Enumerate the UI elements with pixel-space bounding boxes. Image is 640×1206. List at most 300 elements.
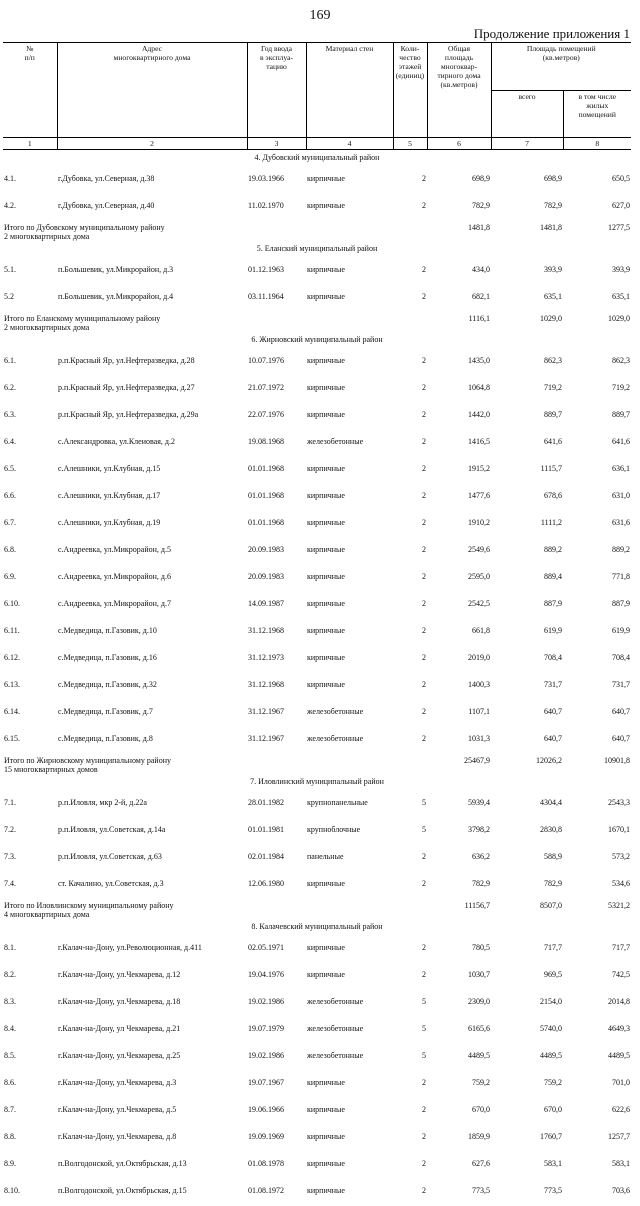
year-commissioned: 28.01.1982	[248, 797, 284, 807]
address: г.Калач-на-Дону, ул.Чекмарева, д.8	[58, 1131, 177, 1141]
wall-material: крупнопанельные	[307, 797, 368, 807]
table-row	[3, 1017, 631, 1044]
row-number: 8.2.	[4, 969, 16, 979]
header-premises-all: всего	[491, 90, 563, 137]
floor-count: 2	[422, 463, 426, 473]
district-total-row	[3, 899, 631, 919]
wall-material: железобетонные	[307, 733, 364, 743]
address: р.п.Иловля, мкр 2-й, д.22а	[58, 797, 147, 807]
total-label: Итого по Жирновскому муниципальному району 15 многоквартирных домов	[4, 755, 171, 774]
premises-area-all: 708,4	[544, 652, 562, 662]
table-row	[3, 936, 631, 963]
row-number: 6.14.	[4, 706, 20, 716]
floor-count: 2	[422, 544, 426, 554]
wall-material: кирпичные	[307, 490, 345, 500]
total-area: 6165,6	[468, 1023, 490, 1033]
total-label: Итого по Еланскому муниципальному району 2 многоквартирных дома	[4, 313, 161, 332]
premises-area-all: 588,9	[544, 851, 562, 861]
premises-area-residential: 650,5	[612, 173, 631, 183]
column-number: 6	[427, 137, 491, 149]
floor-count: 2	[422, 264, 426, 274]
premises-area-residential: 4649,3	[608, 1023, 631, 1033]
premises-area-residential: 10901,8	[604, 755, 631, 765]
premises-area-residential: 742,5	[612, 969, 631, 979]
address: с.Медведица, п.Газовик, д.8	[58, 733, 153, 743]
premises-area-all: 698,9	[544, 173, 562, 183]
year-commissioned: 01.08.1972	[248, 1185, 284, 1195]
row-number: 8.9.	[4, 1158, 16, 1168]
year-commissioned: 31.12.1968	[248, 625, 284, 635]
address: п.Волгодонской, ул.Октябрьская, д.15	[58, 1185, 187, 1195]
total-area: 1031,3	[468, 733, 490, 743]
row-number: 4.2.	[4, 200, 16, 210]
total-area: 782,9	[472, 200, 490, 210]
address: г.Дубовка, ул.Северная, д.38	[58, 173, 155, 183]
district-heading: 8. Калачевский муниципальный район	[251, 921, 383, 931]
address: п.Большевик, ул.Микрорайон, д.3	[58, 264, 174, 274]
table-row	[3, 619, 631, 646]
total-area: 670,0	[472, 1104, 490, 1114]
total-area: 2542,5	[468, 598, 490, 608]
premises-area-all: 1029,0	[540, 313, 562, 323]
total-area: 1481,8	[468, 222, 490, 232]
premises-area-all: 731,7	[544, 679, 562, 689]
premises-area-all: 889,7	[544, 409, 562, 419]
address: г.Калач-на-Дону, ул.Чекмарева, д.25	[58, 1050, 181, 1060]
wall-material: кирпичные	[307, 1131, 345, 1141]
year-commissioned: 31.12.1967	[248, 733, 284, 743]
table-row	[3, 484, 631, 511]
district-total-row	[3, 754, 631, 774]
wall-material: железобетонные	[307, 436, 364, 446]
address: п.Волгодонской, ул.Октябрьская, д.13	[58, 1158, 187, 1168]
wall-material: железобетонные	[307, 1050, 364, 1060]
premises-area-all: 889,2	[544, 544, 562, 554]
table-row	[3, 285, 631, 312]
address: с.Андреевка, ул.Микрорайон, д.7	[58, 598, 171, 608]
wall-material: кирпичные	[307, 878, 345, 888]
premises-area-residential: 573,2	[612, 851, 631, 861]
premises-area-all: 887,9	[544, 598, 562, 608]
premises-area-all: 4304,4	[540, 797, 562, 807]
floor-count: 2	[422, 490, 426, 500]
column-number: 4	[306, 137, 393, 149]
appendix-continuation-note: Продолжение приложения 1	[473, 26, 630, 41]
year-commissioned: 11.02.1970	[248, 200, 284, 210]
wall-material: панельные	[307, 851, 344, 861]
address: г.Калач-на-Дону, ул.Чекмарева, д.3	[58, 1077, 177, 1087]
premises-area-residential: 640,7	[612, 733, 631, 743]
address: г.Калач-на-Дону, ул.Революционная, д.411	[58, 942, 202, 952]
total-area: 1030,7	[468, 969, 490, 979]
floor-count: 2	[422, 969, 426, 979]
total-area: 627,6	[472, 1158, 490, 1168]
year-commissioned: 19.07.1967	[248, 1077, 284, 1087]
premises-area-all: 583,1	[544, 1158, 562, 1168]
row-number: 6.5.	[4, 463, 16, 473]
premises-area-residential: 2014,8	[608, 996, 631, 1006]
premises-area-all: 1481,8	[540, 222, 562, 232]
address: р.п.Иловля, ул.Советская, д.14а	[58, 824, 166, 834]
table-row	[3, 194, 631, 221]
premises-area-all: 619,9	[544, 625, 562, 635]
row-number: 6.10.	[4, 598, 20, 608]
address: с.Алешники, ул.Клубная, д.19	[58, 517, 161, 527]
premises-area-residential: 5321,2	[608, 900, 631, 910]
premises-area-all: 5740,0	[540, 1023, 562, 1033]
table-row	[3, 727, 631, 754]
wall-material: кирпичные	[307, 544, 345, 554]
wall-material: железобетонные	[307, 1023, 364, 1033]
row-number: 6.12.	[4, 652, 20, 662]
row-number: 8.3.	[4, 996, 16, 1006]
total-area: 5939,4	[468, 797, 490, 807]
address: р.п.Красный Яр, ул.Нефтеразведка, д.27	[58, 382, 195, 392]
premises-area-residential: 701,0	[612, 1077, 631, 1087]
premises-area-all: 782,9	[544, 200, 562, 210]
premises-area-residential: 2543,3	[608, 797, 631, 807]
total-area: 4489,5	[468, 1050, 490, 1060]
row-number: 8.5.	[4, 1050, 16, 1060]
total-area: 682,1	[472, 291, 490, 301]
year-commissioned: 14.09.1987	[248, 598, 284, 608]
floor-count: 2	[422, 1077, 426, 1087]
premises-area-residential: 1277,5	[608, 222, 631, 232]
table-row	[3, 258, 631, 285]
floor-count: 2	[422, 851, 426, 861]
premises-area-residential: 717,7	[612, 942, 631, 952]
table-row	[3, 167, 631, 194]
premises-area-residential: 708,4	[612, 652, 631, 662]
address: п.Большевик, ул.Микрорайон, д.4	[58, 291, 174, 301]
wall-material: кирпичные	[307, 969, 345, 979]
row-number: 7.2.	[4, 824, 16, 834]
row-number: 6.1.	[4, 355, 16, 365]
premises-area-residential: 887,9	[612, 598, 631, 608]
table-row	[3, 646, 631, 673]
premises-area-residential: 703,6	[612, 1185, 631, 1195]
table-row	[3, 430, 631, 457]
address: с.Алешники, ул.Клубная, д.15	[58, 463, 161, 473]
district-heading: 4. Дубовский муниципальный район	[254, 152, 380, 162]
row-number: 6.3.	[4, 409, 16, 419]
floor-count: 2	[422, 942, 426, 952]
total-area: 3798,2	[468, 824, 490, 834]
row-number: 8.7.	[4, 1104, 16, 1114]
premises-area-all: 1111,2	[540, 517, 562, 527]
floor-count: 2	[422, 625, 426, 635]
total-area: 1435,0	[468, 355, 490, 365]
column-number: 7	[491, 137, 563, 149]
total-area: 1416,5	[468, 436, 490, 446]
year-commissioned: 20.09.1983	[248, 571, 284, 581]
floor-count: 2	[422, 409, 426, 419]
district-heading: 6. Жирновский муниципальный район	[251, 334, 383, 344]
year-commissioned: 20.09.1983	[248, 544, 284, 554]
premises-area-residential: 631,6	[612, 517, 631, 527]
premises-area-all: 678,6	[544, 490, 562, 500]
total-area: 1915,2	[468, 463, 490, 473]
row-number: 6.15.	[4, 733, 20, 743]
premises-area-residential: 1029,0	[608, 313, 631, 323]
row-number: 6.13.	[4, 679, 20, 689]
total-area: 1116,1	[468, 313, 490, 323]
premises-area-all: 635,1	[544, 291, 562, 301]
total-area: 1064,8	[468, 382, 490, 392]
district-total-row	[3, 221, 631, 241]
table-row	[3, 845, 631, 872]
premises-area-all: 782,9	[544, 878, 562, 888]
total-area: 1107,1	[468, 706, 490, 716]
column-number: 1	[3, 137, 57, 149]
row-number: 7.4.	[4, 878, 16, 888]
address: г.Калач-на-Дону, ул.Чекмарева, д.12	[58, 969, 181, 979]
floor-count: 2	[422, 355, 426, 365]
row-number: 8.1.	[4, 942, 16, 952]
total-area: 1477,6	[468, 490, 490, 500]
row-number: 7.1.	[4, 797, 16, 807]
year-commissioned: 01.01.1968	[248, 463, 284, 473]
total-area: 2309,0	[468, 996, 490, 1006]
wall-material: железобетонные	[307, 996, 364, 1006]
year-commissioned: 02.01.1984	[248, 851, 284, 861]
wall-material: кирпичные	[307, 942, 345, 952]
premises-area-residential: 583,1	[612, 1158, 631, 1168]
premises-area-residential: 627,0	[612, 200, 631, 210]
floor-count: 5	[422, 797, 426, 807]
table-row	[3, 1044, 631, 1071]
table-row	[3, 673, 631, 700]
wall-material: кирпичные	[307, 625, 345, 635]
premises-area-residential: 622,6	[612, 1104, 631, 1114]
wall-material: кирпичные	[307, 291, 345, 301]
premises-area-residential: 862,3	[612, 355, 631, 365]
row-number: 8.4.	[4, 1023, 16, 1033]
premises-area-residential: 641,6	[612, 436, 631, 446]
year-commissioned: 03.11.1964	[248, 291, 284, 301]
floor-count: 2	[422, 1185, 426, 1195]
column-number: 8	[563, 137, 631, 149]
total-area: 759,2	[472, 1077, 490, 1087]
header-premises-area: Площадь помещений (кв.метров)	[491, 43, 631, 91]
year-commissioned: 31.12.1967	[248, 706, 284, 716]
premises-area-residential: 719,2	[612, 382, 631, 392]
floor-count: 2	[422, 173, 426, 183]
wall-material: кирпичные	[307, 1158, 345, 1168]
wall-material: кирпичные	[307, 200, 345, 210]
table-row	[3, 403, 631, 430]
premises-area-all: 759,2	[544, 1077, 562, 1087]
table-row	[3, 1152, 631, 1179]
premises-area-residential: 1257,7	[608, 1131, 631, 1141]
address: с.Алешники, ул.Клубная, д.17	[58, 490, 161, 500]
table-row	[3, 872, 631, 899]
address: р.п.Красный Яр, ул.Нефтеразведка, д.29а	[58, 409, 199, 419]
premises-area-all: 640,7	[544, 733, 562, 743]
address: ст. Качалино, ул.Советская, д.3	[58, 878, 164, 888]
floor-count: 2	[422, 1158, 426, 1168]
address: с.Александровка, ул.Клеиовая, д.2	[58, 436, 175, 446]
row-number: 8.10.	[4, 1185, 20, 1195]
premises-area-all: 1760,7	[540, 1131, 562, 1141]
floor-count: 5	[422, 824, 426, 834]
table-row	[3, 1098, 631, 1125]
premises-area-residential: 4489,5	[608, 1050, 631, 1060]
premises-area-residential: 640,7	[612, 706, 631, 716]
total-area: 698,9	[472, 173, 490, 183]
row-number: 8.6.	[4, 1077, 16, 1087]
row-number: 6.6.	[4, 490, 16, 500]
address: с.Медведица, п.Газовик, д.7	[58, 706, 153, 716]
district-heading: 5. Еланский муниципальный район	[256, 243, 378, 253]
row-number: 6.7.	[4, 517, 16, 527]
premises-area-residential: 771,8	[612, 571, 631, 581]
address: с.Медведица, п.Газовик, д.10	[58, 625, 157, 635]
row-number: 6.9.	[4, 571, 16, 581]
premises-area-all: 12026,2	[536, 755, 562, 765]
address: г.Калач-на-Дону, ул.Чекмарева, д.5	[58, 1104, 177, 1114]
premises-area-residential: 889,2	[612, 544, 631, 554]
table-row	[3, 457, 631, 484]
premises-area-all: 717,7	[544, 942, 562, 952]
table-row	[3, 349, 631, 376]
floor-count: 2	[422, 1131, 426, 1141]
wall-material: железобетонные	[307, 706, 364, 716]
table-row	[3, 1179, 631, 1206]
year-commissioned: 19.02.1986	[248, 996, 284, 1006]
wall-material: кирпичные	[307, 382, 345, 392]
year-commissioned: 10.07.1976	[248, 355, 284, 365]
wall-material: кирпичные	[307, 652, 345, 662]
year-commissioned: 19.04.1976	[248, 969, 284, 979]
column-number: 5	[393, 137, 427, 149]
floor-count: 2	[422, 733, 426, 743]
premises-area-all: 2154,0	[540, 996, 562, 1006]
address: г.Дубовка, ул.Северная, д.40	[58, 200, 155, 210]
total-area: 25467,9	[464, 755, 490, 765]
premises-area-all: 969,5	[544, 969, 562, 979]
premises-area-all: 4489,5	[540, 1050, 562, 1060]
year-commissioned: 21.07.1972	[248, 382, 284, 392]
year-commissioned: 02.05.1971	[248, 942, 284, 952]
year-commissioned: 19.07.1979	[248, 1023, 284, 1033]
total-area: 1442,0	[468, 409, 490, 419]
total-label: Итого по Дубовскому муниципальному району 2 многоквартирных дома	[4, 222, 165, 241]
year-commissioned: 19.06.1966	[248, 1104, 284, 1114]
address: с.Медведица, п.Газовик, д.16	[58, 652, 157, 662]
year-commissioned: 01.01.1968	[248, 490, 284, 500]
premises-area-all: 1115,7	[540, 463, 562, 473]
total-area: 434,0	[472, 264, 490, 274]
table-row	[3, 1125, 631, 1152]
header-year: Год ввода в эксплуа- тацию	[247, 43, 306, 91]
row-number: 7.3.	[4, 851, 16, 861]
year-commissioned: 01.01.1968	[248, 517, 284, 527]
year-commissioned: 19.02.1986	[248, 1050, 284, 1060]
table-row	[3, 990, 631, 1017]
wall-material: кирпичные	[307, 173, 345, 183]
year-commissioned: 19.08.1968	[248, 436, 284, 446]
floor-count: 2	[422, 200, 426, 210]
wall-material: кирпичные	[307, 409, 345, 419]
premises-area-all: 641,6	[544, 436, 562, 446]
floor-count: 2	[422, 878, 426, 888]
total-area: 636,2	[472, 851, 490, 861]
year-commissioned: 01.01.1981	[248, 824, 284, 834]
district-total-row	[3, 312, 631, 332]
premises-area-all: 8507,0	[540, 900, 562, 910]
premises-area-residential: 635,1	[612, 291, 631, 301]
premises-area-all: 862,3	[544, 355, 562, 365]
premises-area-residential: 534,6	[612, 878, 631, 888]
address: г.Калач-на-Дону, ул Чекмарева, д.21	[58, 1023, 181, 1033]
floor-count: 2	[422, 291, 426, 301]
premises-area-residential: 731,7	[612, 679, 631, 689]
wall-material: кирпичные	[307, 679, 345, 689]
floor-count: 2	[422, 598, 426, 608]
premises-area-residential: 636,1	[612, 463, 631, 473]
wall-material: кирпичные	[307, 463, 345, 473]
year-commissioned: 31.12.1973	[248, 652, 284, 662]
wall-material: кирпичные	[307, 571, 345, 581]
total-area: 661,8	[472, 625, 490, 635]
total-area: 2549,6	[468, 544, 490, 554]
address: с.Медведица, п.Газовик, д.32	[58, 679, 157, 689]
floor-count: 2	[422, 652, 426, 662]
wall-material: кирпичные	[307, 1185, 345, 1195]
floor-count: 5	[422, 1050, 426, 1060]
row-number: 6.11.	[4, 625, 20, 635]
wall-material: кирпичные	[307, 1104, 345, 1114]
table-row	[3, 511, 631, 538]
premises-area-all: 889,4	[544, 571, 562, 581]
premises-area-all: 719,2	[544, 382, 562, 392]
premises-area-all: 2830,8	[540, 824, 562, 834]
year-commissioned: 19.03.1966	[248, 173, 284, 183]
wall-material: кирпичные	[307, 264, 345, 274]
total-area: 2019,0	[468, 652, 490, 662]
wall-material: кирпичные	[307, 598, 345, 608]
wall-material: кирпичные	[307, 517, 345, 527]
header-material: Материал стен	[306, 43, 393, 91]
floor-count: 2	[422, 1104, 426, 1114]
table-row	[3, 376, 631, 403]
row-number: 5.2	[4, 291, 14, 301]
wall-material: крупноблочные	[307, 824, 361, 834]
total-label: Итого по Иловлинскому муниципальному району 4 многоквартирных дома	[4, 900, 174, 919]
premises-area-residential: 889,7	[612, 409, 631, 419]
column-number: 2	[57, 137, 247, 149]
table-row	[3, 538, 631, 565]
floor-count: 2	[422, 436, 426, 446]
district-heading: 7. Иловлинский муниципальный район	[250, 776, 384, 786]
premises-area-all: 640,7	[544, 706, 562, 716]
table-row	[3, 592, 631, 619]
floor-count: 2	[422, 382, 426, 392]
row-number: 4.1.	[4, 173, 16, 183]
column-number: 3	[247, 137, 306, 149]
total-area: 780,5	[472, 942, 490, 952]
floor-count: 2	[422, 679, 426, 689]
floor-count: 2	[422, 517, 426, 527]
wall-material: кирпичные	[307, 355, 345, 365]
header-address: Адрес многоквартирного дома	[57, 43, 247, 91]
page-number: 169	[309, 8, 331, 23]
year-commissioned: 19.09.1969	[248, 1131, 284, 1141]
header-num: № п/п	[3, 43, 57, 91]
table-row	[3, 1071, 631, 1098]
premises-area-all: 393,9	[544, 264, 562, 274]
